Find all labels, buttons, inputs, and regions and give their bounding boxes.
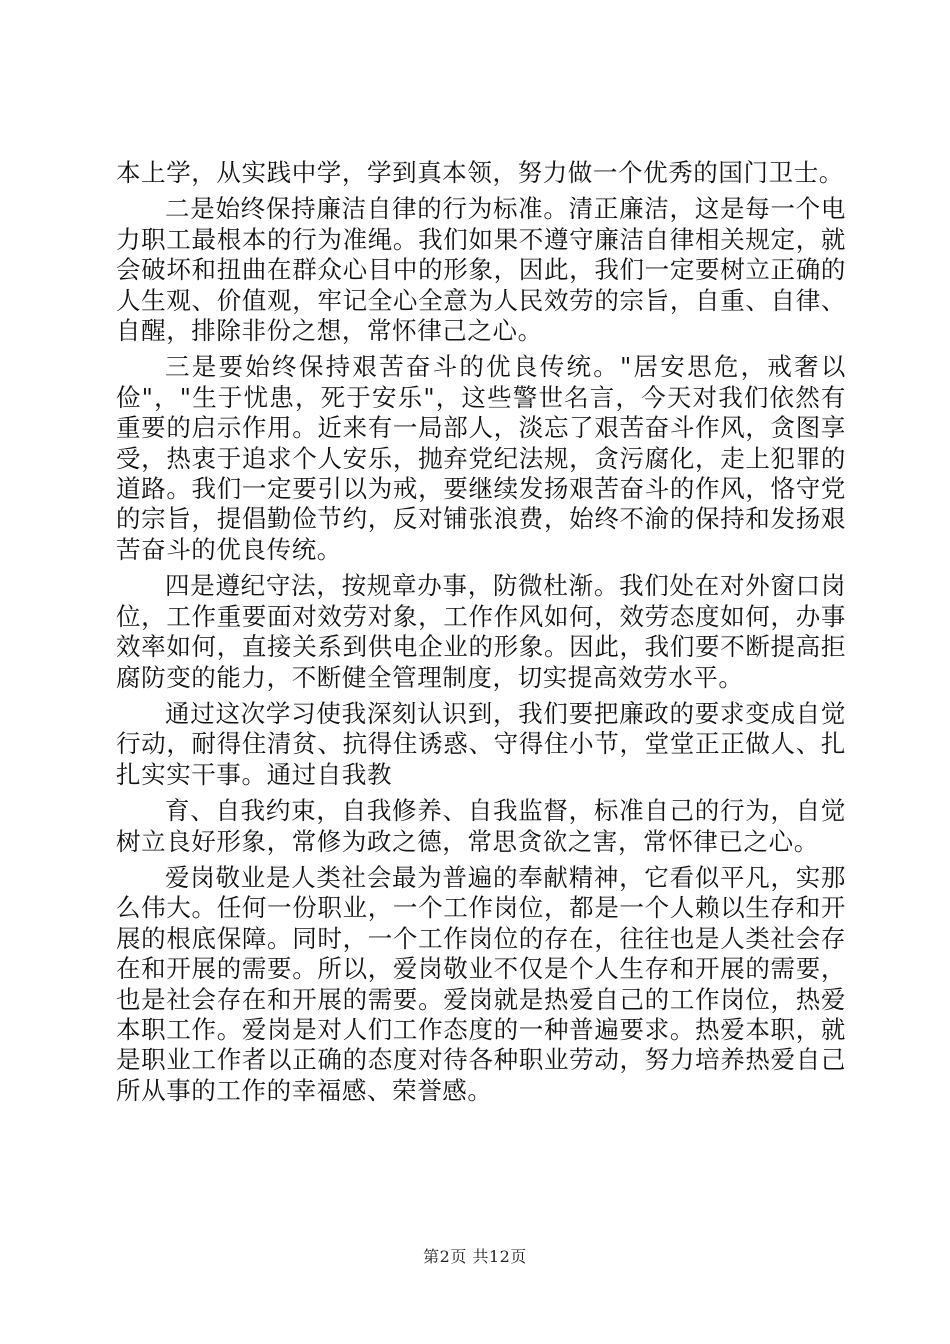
paragraph-integrity: 二是始终保持廉洁自律的行为标准。清正廉洁，这是每一个电力职工最根本的行为准绳。我们如果不遵守廉洁自律相关规定，就会破坏和扭曲在群众心目中的形象，因此，我们一定要树立正确的人生观、价值观，牢记全心全意为人民效劳的宗旨，自重、自律、自醒，排除非份之想，常怀律己之心。: [116, 194, 846, 346]
page-footer: 第2页 共12页: [423, 1247, 527, 1266]
paragraph-continuation: 本上学，从实践中学，学到真本领，努力做一个优秀的国门卫士。: [116, 158, 844, 187]
document-body: [116, 158, 846, 1112]
paragraph-hard-work: 三是要始终保持艰苦奋斗的优良传统。"居安思危，戒奢以俭"，"生于忧患，死于安乐"，这些警世名言，今天对我们依然有重要的启示作用。近来有一局部人，淡忘了艰苦奋斗作风，贪图享受，热衷于追求个人安乐，抛弃党纪法规，贪污腐化，走上犯罪的道路。我们一定要引以为戒，要继续发扬艰苦奋斗的作风，恪守党的宗旨，提倡勤俭节约，反对铺张浪费，始终不渝的保持和发扬艰苦奋斗的优良传统。: [116, 352, 846, 564]
paragraph-learning-summary: 通过这次学习使我深刻认识到，我们要把廉政的要求变成自觉行动，耐得住清贫、抗得住诱惑、守得住小节，堂堂正正做人、扎扎实实干事。通过自我教: [116, 698, 846, 789]
paragraph-job-dedication: 爱岗敬业是人类社会最为普遍的奉献精神，它看似平凡，实那么伟大。任何一份职业，一个工作岗位，都是一个人赖以生存和开展的根底保障。同时，一个工作岗位的存在，往往也是人类社会存在和开展的需要。所以，爱岗敬业不仅是个人生存和开展的需要，也是社会存在和开展的需要。爱岗就是热爱自己的工作岗位，热爱本职工作。爱岗是对人们工作态度的一种普遍要求。热爱本职，就是职业工作者以正确的态度对待各种职业劳动，努力培养热爱自己所从事的工作的幸福感、荣誉感。: [116, 862, 846, 1105]
paragraph-law-abiding: 四是遵纪守法，按规章办事，防微杜渐。我们处在对外窗口岗位，工作重要面对效劳对象，工作作风如何，效劳态度如何，办事效率如何，直接关系到供电企业的形象。因此，我们要不断提高拒腐防变的能力，不断健全管理制度，切实提高效劳水平。: [116, 571, 846, 692]
paragraph-self-discipline: 育、自我约束，自我修养、自我监督，标准自己的行为，自觉树立良好形象，常修为政之德，常思贪欲之害，常怀律已之心。: [116, 796, 846, 856]
